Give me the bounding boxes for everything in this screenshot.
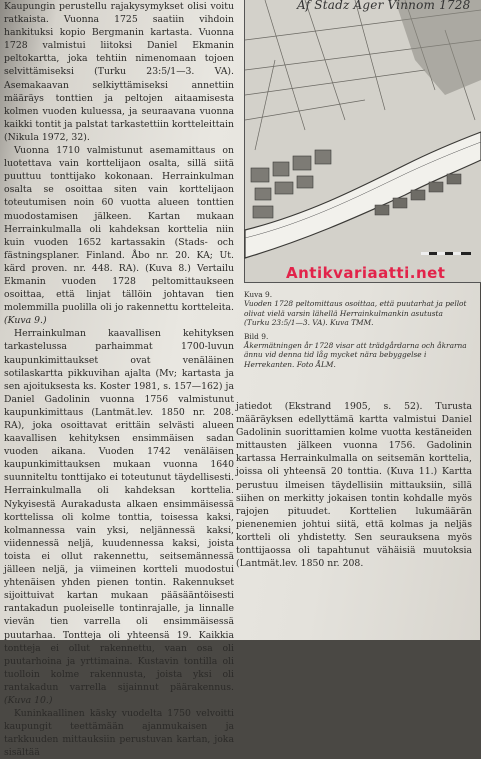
left-paragraph-4: Kuninkaallinen käsky vuodelta 1750 velvoitti kaupungit teettämään ajanmukaisen ja tarkkuuden mittauksiin perustuvan kartan, joka sisältää xyxy=(4,708,234,759)
caption-finnish xyxy=(244,290,470,328)
caption-text-sv: Åkermätningen år 1728 visar att trädgårdarna och åkrarna ännu vid denna tid låg mycket nära bebyggelse i Herrekanten. Foto ÅLM. xyxy=(244,341,467,369)
figure-caption xyxy=(244,290,470,373)
left-paragraph-1: Kaupungin perustellu rajakysymykset olisi voitu ratkaista. Vuonna 1725 saatiin vihdoin hankituksi kopio Bergmanin kartasta. Vuonna 1728 valmistui liitoksi Daniel Ekmanin peltokartta, joka tehtiin nimenomaan tojoen selvittämiseksi (Turku 23:5/1—3. VA). Asemakaavan selkiyttämiseksi annettiin määräys tonttien ja peltojen aitaamisesta kolmen vuoden kuluessa, ja seuraavana vuonna kaikki tontit ja palstat tarkastettiin kortteleittain (Nikula 1972, 32). xyxy=(4,1,234,143)
figure-reference: (Kuva 9.) xyxy=(4,315,47,327)
caption-swedish xyxy=(244,332,470,370)
watermark-text: Antikvariaatti.net xyxy=(286,264,446,282)
map-title: Af Stadz Ager Vinnom 1728 xyxy=(297,0,471,12)
left-text-column xyxy=(4,0,234,759)
historical-map-image xyxy=(244,0,481,283)
caption-label-sv: Bild 9. xyxy=(244,331,269,341)
left-paragraph-3: Herrainkulman kaavallisen kehityksen tarkastelussa parhaimmat 1700-luvun kaupunkimittaukset ovat venäläinen sotilaskartta pikkuvihan ajalta (Mv; kartasta ja sen ajoituksesta ks. Koster 1981, s. 157—162) ja Daniel Gadolinin vuonna 1756 valmistunut kaupunkimittaus (Lantmät.lev. 1850 nr. 208. RA), joka osoittavat erittäin selvästi alueen kaavallisen kehityksen ensimmäisen sadan vuoden aikana. Vuoden 1742 venäläisen kaupunkimittauksen mukaan vuonna 1640 suunniteltu tonttijako ei toteutunut täydellisesti. Herrainkulmalla oli kahdeksan korttelia. Nykyisestä Aurakadusta alkaen ensimmäisessä korttelissa oli kolme tonttia, toisessa kaksi, kolmannessa vain yksi, neljännessä kaksi, viidennessä neljä, kuudennessa kaksi, joista toista ei ollut rakennettu, seitsemännessä jälleen neljä, ja viimeinen kortteli muodostui yhtenäisen yhden pienen tontin. Rakennukset sijoittuivat kartan mukaan pääsääntöisesti rantakadun puoleiselle tontinrajalle, ja linnalle vievän tien varrella oli ensimmäisessä puutarhaa. Tontteja oli yhteensä 19. Kaikkia tontteja ei ollut rakennettu, vaan osa oli puutarhoina ja yrttimaina. Kustavin tontilla oli tuolloin kolme rakennusta, joista yksi oli rantakadun varrella sijainnut päärakennus. (Kuva 10.) xyxy=(4,328,234,706)
map-drawing xyxy=(245,0,481,282)
caption-label-fi: Kuva 9. xyxy=(244,290,273,299)
caption-text-fi: Vuoden 1728 peltomittaus osoittaa, että puutarhat ja pellot olivat vielä varsin lähellä Herrainkulmankin asutusta (Turku 23:5/1—3. VA). Kuva TMM. xyxy=(244,299,467,328)
left-paragraph-2: Vuonna 1710 valmistunut asemamittaus on luotettava vain korttelijaon osalta, sillä siitä puuttuu tonttijako kokonaan. Herrainkulman osalta se osoittaa siten vain korttelijaon toteutumisen noin 60 vuotta alueen tonttien muodostamisen jälkeen. Kartan mukaan Herrainkulmalla oli kahdeksan korttelia niin kuin vuoden 1652 kartassakin (Stads- och fästningsplaner. Finland. Åbo nr. 20. KA; Ut. kärd proven. nr. 448. RA). (Kuva 8.) Vertailu Ekmanin vuoden 1728 peltomittaukseen osoittaa, että linjat tällöin johtavan tien molemmilla puolilla oli jo rakennettu kortteleita. (Kuva 9.) xyxy=(4,145,234,327)
figure-reference: (Kuva 10.) xyxy=(4,694,53,706)
right-text-column xyxy=(236,400,472,640)
right-paragraph-1: jatiedot (Ekstrand 1905, s. 52). Turusta määräyksen edellyttämä kartta valmistui Daniel Gadolinin suorittamien kolme vuotta kestäneiden mittausten jälkeen vuonna 1756. Gadolinin kartassa Herrainkulmalla on seitsemän korttelia, joissa oli yhteensä 20 tonttia. (Kuva 11.) Kartta perustuu ilmeisen täydellisiin mittauksiin, sillä siihen on merkitty jokaisen tontin kohdalle myös rajojen pituudet. Korttelien lukumäärän pienenemien johtui siitä, että kolmas ja neljäs kortteli oli yhdistetty. Sen seurauksena myös tonttijaossa oli tapahtunut vähäisiä muutoksia (Lantmät.lev. 1850 nr. 208. xyxy=(236,401,472,570)
